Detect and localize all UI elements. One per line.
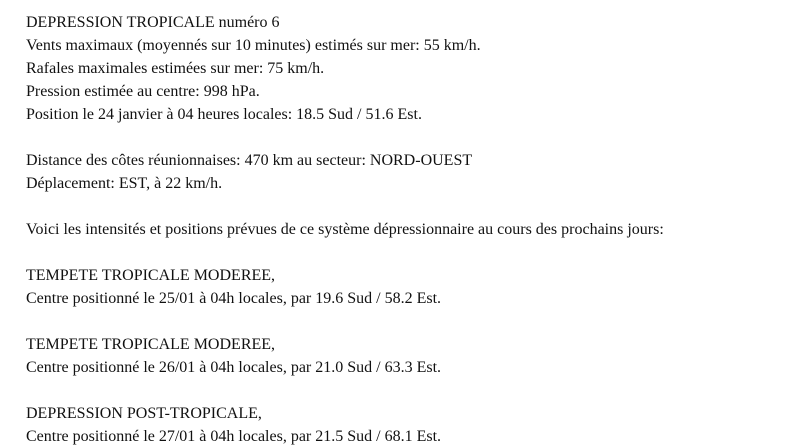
max-gusts-line: Rafales maximales estimées sur mer: 75 km/h. [26, 60, 325, 77]
forecast-intro: Voici les intensités et positions prévues de ce système dépressionnaire au cours des prochains jours: [26, 221, 664, 238]
current-position-line: Position le 24 janvier à 04 heures locales: 18.5 Sud / 51.6 Est. [26, 106, 422, 123]
distance-line: Distance des côtes réunionnaises: 470 km au secteur: NORD-OUEST [26, 152, 473, 169]
current-status-section [26, 11, 811, 126]
movement-section [26, 149, 811, 195]
forecast-item [26, 402, 811, 448]
forecast-item [26, 333, 811, 379]
displacement-line: Déplacement: EST, à 22 km/h. [26, 175, 223, 192]
forecast-position: Centre positionné le 26/01 à 04h locales, par 21.0 Sud / 63.3 Est. [26, 359, 442, 376]
forecast-category: TEMPETE TROPICALE MODEREE, [26, 336, 276, 353]
forecast-category: TEMPETE TROPICALE MODEREE, [26, 267, 276, 284]
forecast-position: Centre positionné le 25/01 à 04h locales, par 19.6 Sud / 58.2 Est. [26, 290, 442, 307]
system-title: DEPRESSION TROPICALE numéro 6 [26, 14, 280, 31]
forecast-item [26, 264, 811, 310]
forecast-category: DEPRESSION POST-TROPICALE, [26, 405, 262, 422]
forecast-intro-section [26, 218, 811, 241]
central-pressure-line: Pression estimée au centre: 998 hPa. [26, 83, 260, 100]
cyclone-bulletin [26, 11, 811, 448]
forecast-position: Centre positionné le 27/01 à 04h locales, par 21.5 Sud / 68.1 Est. [26, 428, 442, 445]
max-winds-line: Vents maximaux (moyennés sur 10 minutes) estimés sur mer: 55 km/h. [26, 37, 481, 54]
